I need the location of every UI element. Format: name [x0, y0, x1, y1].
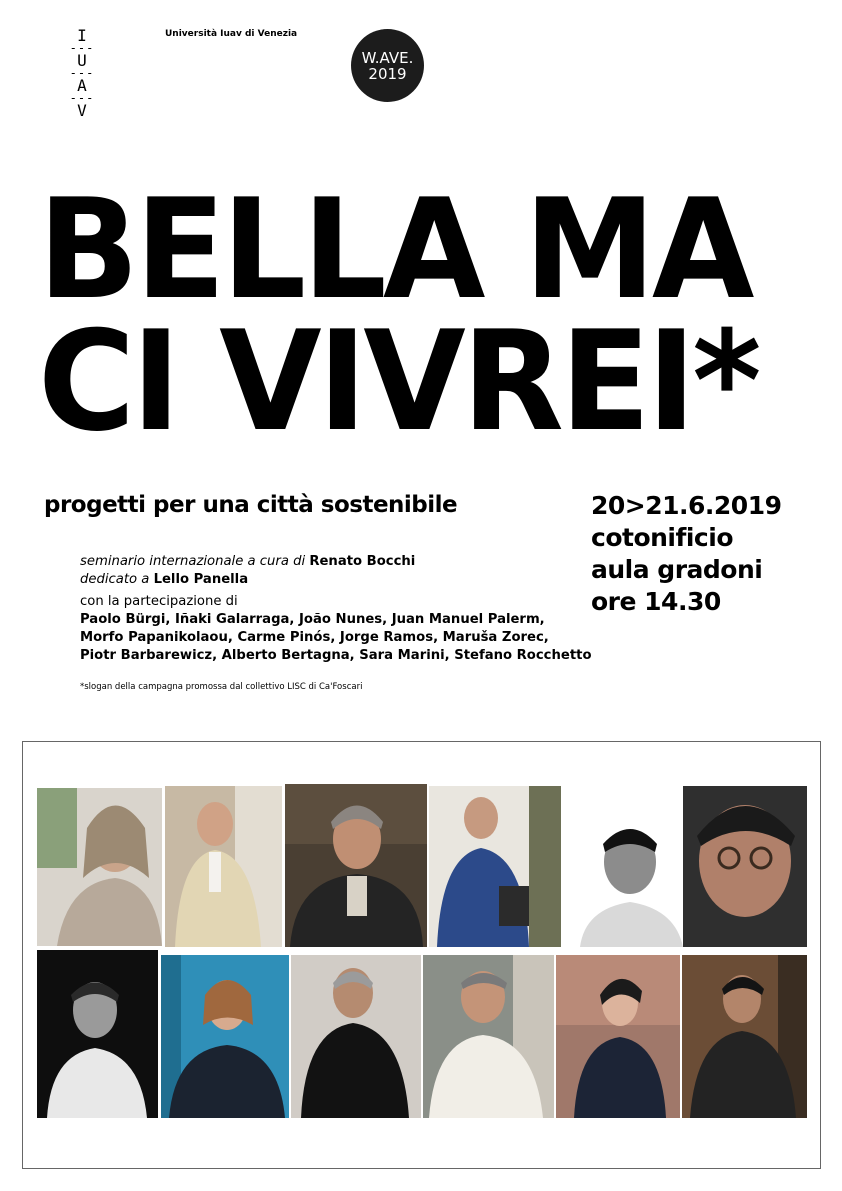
iuav-logo	[62, 28, 102, 119]
poster-subtitle: progetti per una città sostenibile	[44, 492, 458, 518]
portrait-photo	[556, 955, 680, 1118]
footnote: *slogan della campagna promossa dal collettivo LISC di Ca'Foscari	[80, 682, 363, 692]
portrait-photo	[682, 955, 807, 1118]
poster-title-line-2: CI VIVREI*	[38, 301, 758, 462]
event-venue: cotonificio	[591, 523, 733, 552]
portrait-photo	[291, 955, 421, 1118]
logo-letter-u: U	[77, 51, 87, 70]
logo-divider: ---	[69, 91, 95, 105]
credits-block	[80, 553, 592, 665]
event-time: ore 14.30	[591, 587, 721, 616]
curator-line: seminario internazionale a cura di Renato Bocchi	[80, 554, 416, 569]
portrait-photo	[37, 950, 158, 1118]
participants-line: Morfo Papanikolaou, Carme Pinós, Jorge Ramos, Maruša Zorec,	[80, 630, 549, 645]
portrait-photo	[575, 814, 685, 947]
photo-frame	[22, 741, 821, 1169]
portrait-photo	[161, 955, 289, 1118]
participants-line: Piotr Barbarewicz, Alberto Bertagna, Sara Marini, Stefano Rocchetto	[80, 648, 592, 663]
dedication-line: dedicato a Lello Panella	[80, 572, 249, 587]
wave-logo-text: W.AVE.	[361, 49, 414, 67]
logo-letter-v: V	[77, 101, 87, 120]
portrait-photo	[37, 788, 162, 946]
participation-label: con la partecipazione di	[80, 594, 238, 609]
poster-title	[38, 169, 787, 462]
poster-title-line-1: BELLA MA	[38, 169, 751, 330]
portrait-photo	[683, 786, 807, 947]
logo-divider: ---	[69, 41, 95, 55]
logo-letter-a: A	[77, 76, 87, 95]
event-dates: 20>21.6.2019	[591, 491, 782, 520]
portrait-photo	[423, 955, 554, 1118]
logo-divider: ---	[69, 66, 95, 80]
wave-logo	[351, 29, 424, 102]
participants-line: Paolo Bürgi, Iñaki Galarraga, João Nunes, Juan Manuel Palerm,	[80, 612, 545, 627]
portrait-photo	[429, 786, 561, 947]
wave-logo-year: 2019	[368, 65, 407, 83]
portrait-photo	[285, 784, 427, 947]
portrait-photo	[165, 786, 282, 947]
event-room: aula gradoni	[591, 555, 763, 584]
event-info	[591, 490, 782, 618]
logo-letter-i: I	[77, 26, 87, 45]
university-name: Università Iuav di Venezia	[165, 29, 298, 39]
